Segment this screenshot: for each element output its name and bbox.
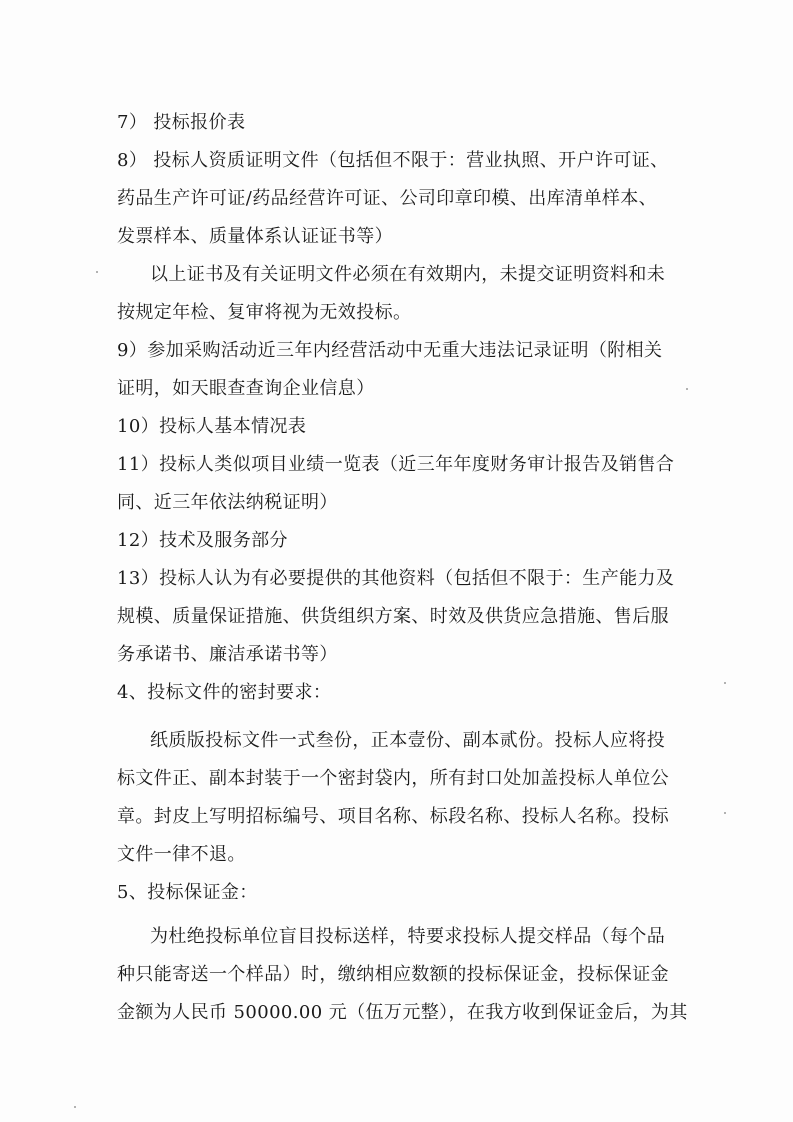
paragraph-validity-continued: 按规定年检、复审将视为无效投标。	[117, 302, 412, 323]
list-item-8-continued: 药品生产许可证/药品经营许可证、公司印章印模、出库清单样本、	[117, 188, 658, 209]
list-item-12: 12）技术及服务部分	[117, 530, 288, 551]
list-item-11: 11）投标人类似项目业绩一览表（近三年年度财务审计报告及销售合	[117, 454, 675, 475]
scan-speck	[96, 271, 98, 273]
list-item-13-continued: 务承诺书、廉洁承诺书等）	[117, 644, 338, 665]
paragraph-sealing-continued: 标文件正、副本封装于一个密封袋内，所有封口处加盖投标人单位公	[117, 768, 669, 789]
scan-speck	[686, 388, 688, 390]
list-item-8-continued: 发票样本、质量体系认证证书等）	[117, 226, 393, 247]
list-item-9-continued: 证明，如天眼查查询企业信息）	[117, 378, 375, 399]
list-item-9: 9）参加采购活动近三年内经营活动中无重大违法记录证明（附相关	[117, 340, 663, 361]
section-heading-5: 5、投标保证金：	[117, 882, 258, 903]
paragraph-deposit-continued: 金额为人民币 50000.00 元（伍万元整），在我方收到保证金后，为其	[117, 1002, 688, 1023]
paragraph-sealing: 纸质版投标文件一式叁份，正本壹份、副本贰份。投标人应将投	[150, 730, 666, 751]
paragraph-deposit-continued: 种只能寄送一个样品）时，缴纳相应数额的投标保证金，投标保证金	[117, 964, 669, 985]
list-item-8: 8） 投标人资质证明文件（包括但不限于：营业执照、开户许可证、	[117, 150, 669, 171]
paragraph-sealing-continued: 章。封皮上写明招标编号、项目名称、标段名称、投标人名称。投标	[117, 806, 669, 827]
scan-speck	[74, 1106, 76, 1108]
scan-speck	[724, 682, 726, 684]
paragraph-sealing-continued: 文件一律不退。	[117, 844, 246, 865]
list-item-10: 10）投标人基本情况表	[117, 416, 307, 437]
paragraph-deposit: 为杜绝投标单位盲目投标送样，特要求投标人提交样品（每个品	[150, 926, 666, 947]
section-heading-4: 4、投标文件的密封要求：	[117, 682, 332, 703]
paragraph-validity: 以上证书及有关证明文件必须在有效期内，未提交证明资料和未	[150, 264, 666, 285]
list-item-7: 7） 投标报价表	[117, 112, 246, 133]
scan-speck	[724, 812, 726, 814]
list-item-13-continued: 规模、质量保证措施、供货组织方案、时效及供货应急措施、售后服	[117, 606, 669, 627]
list-item-11-continued: 同、近三年依法纳税证明）	[117, 492, 338, 513]
list-item-13: 13）投标人认为有必要提供的其他资料（包括但不限于：生产能力及	[117, 568, 675, 589]
